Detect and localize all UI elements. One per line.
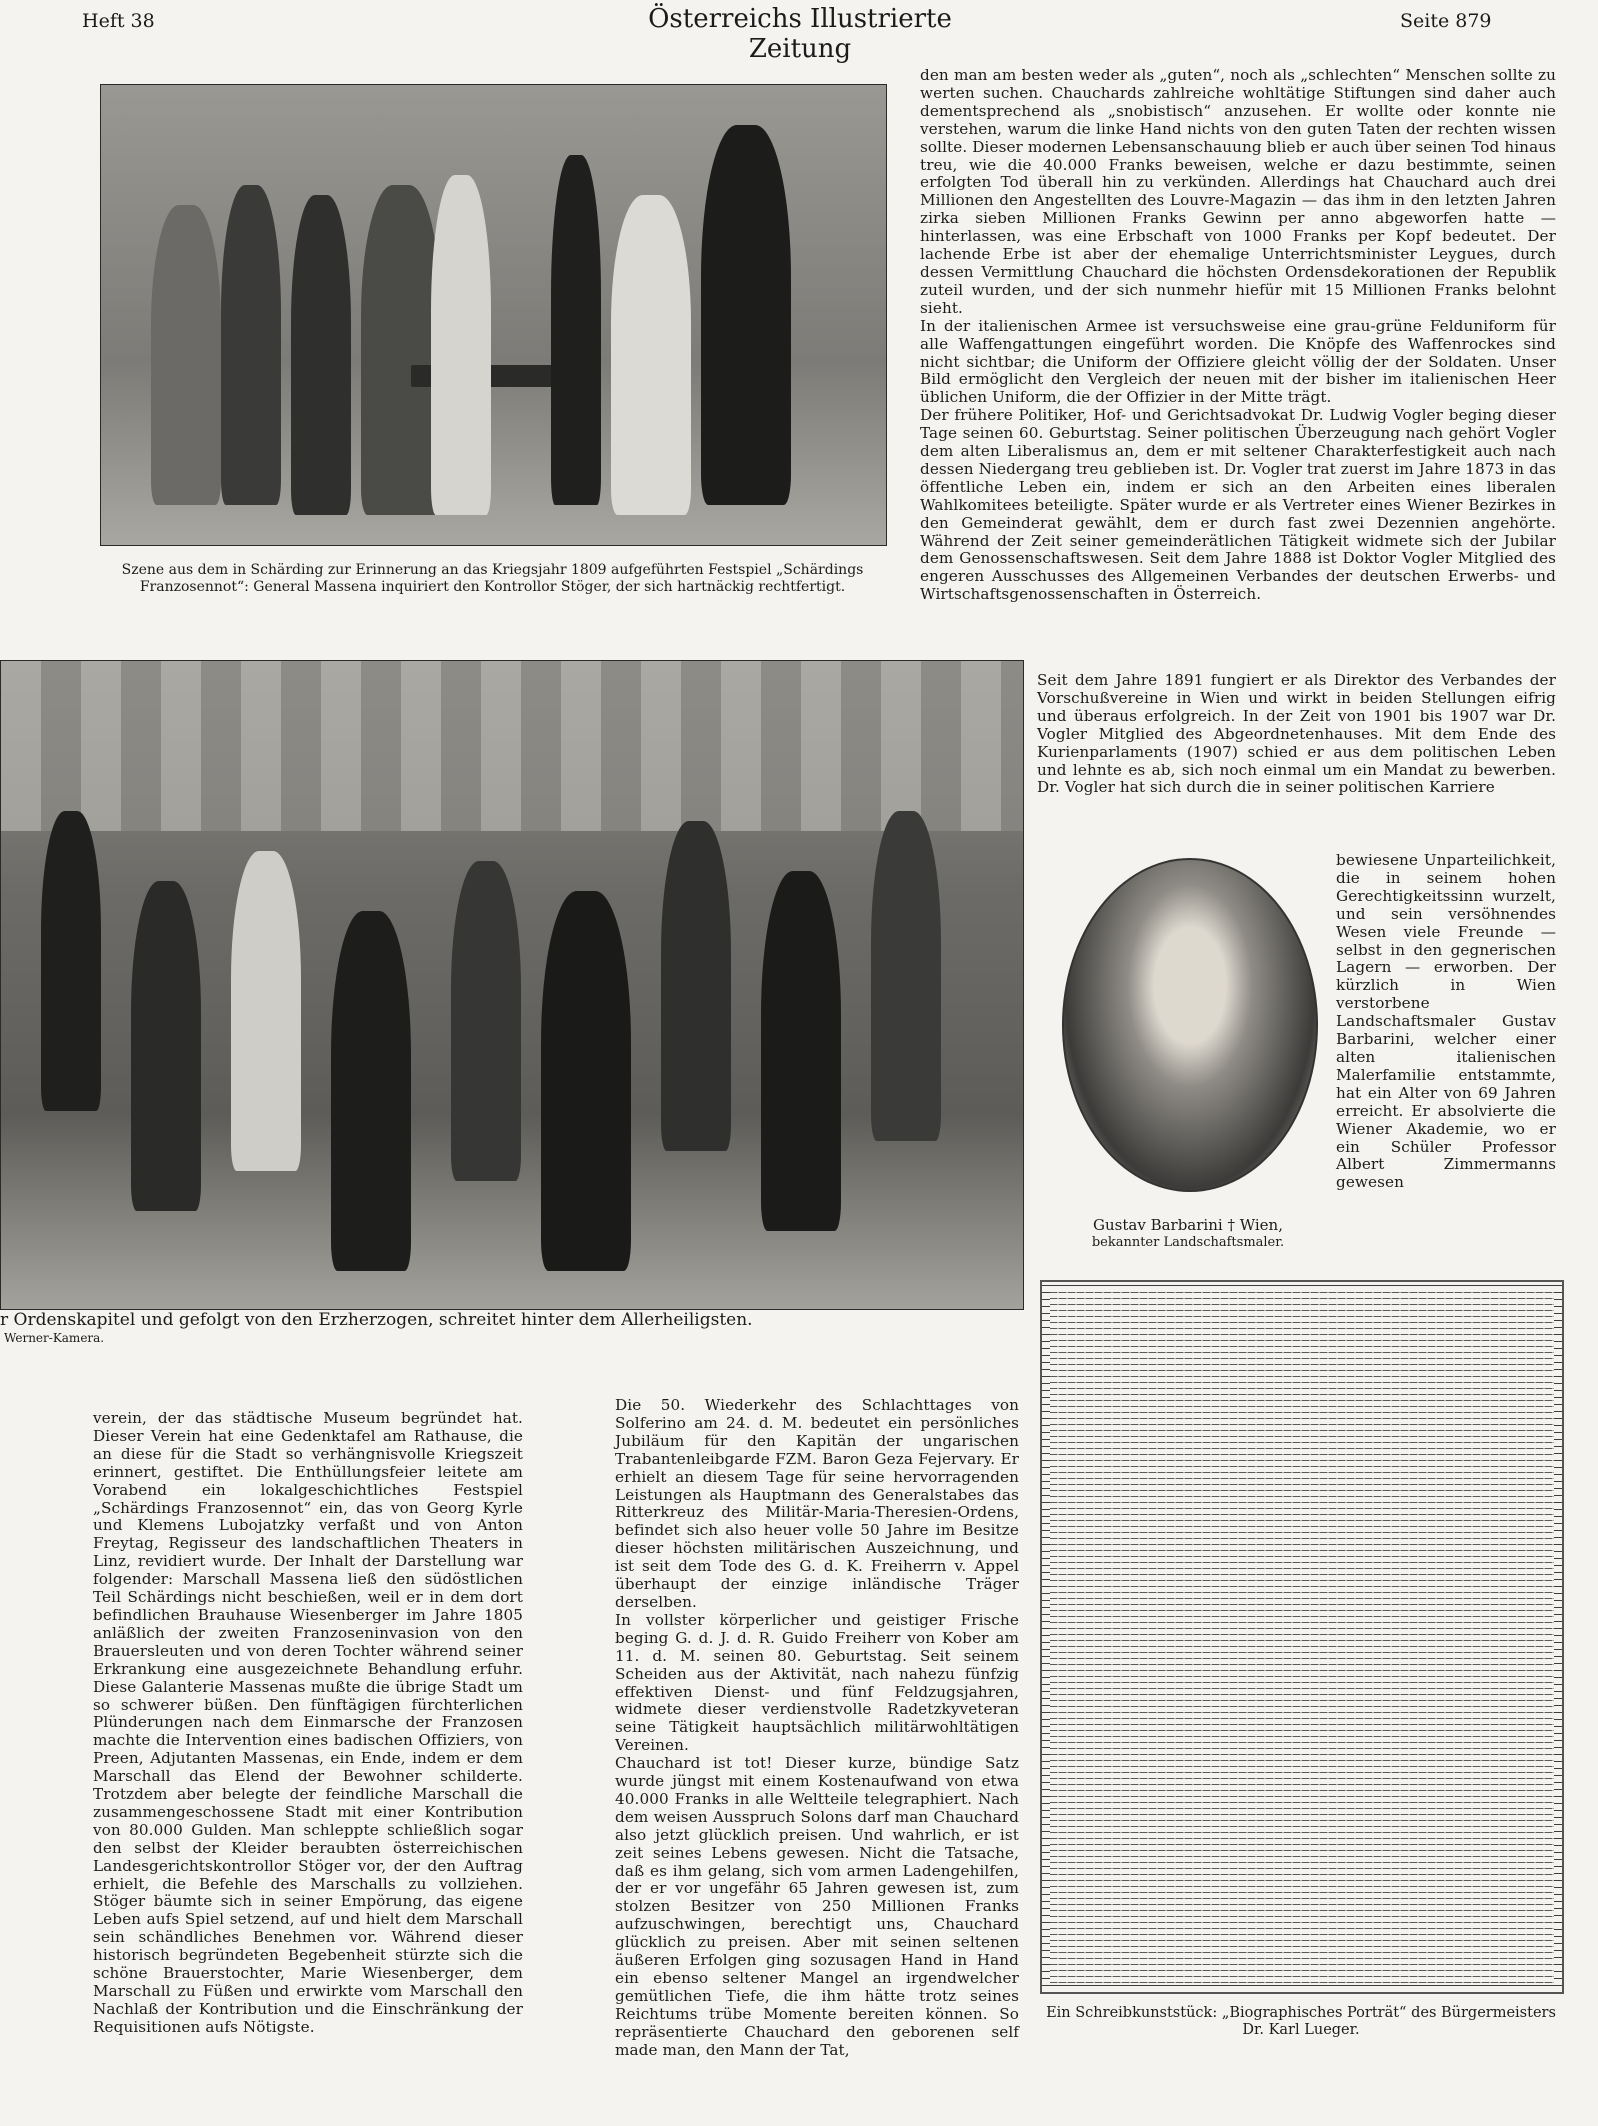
- barbarini-narrow-text: bewiesene Unparteilichkeit, die in seinem hohen Gerechtigkeitssinn wurzelt, und sein versöhnendes Wesen viele Freunde — selbst in den gegnerischen Lagern — erworben. Der kürzlich in Wien verstorbene Landschaftsmaler Gustav Barbarini, welcher einer alten italienischen Malerfamilie entstammte, hat ein Alter von 69 Jahren erreicht. Er absolvierte die Wiener Akademie, wo er ein Schüler Professor Albert Zimmermanns gewesen: [1336, 851, 1556, 1192]
- procession-photo-caption: r Ordenskapitel und gefolgt von den Erzherzogen, schreitet hinter dem Allerheiligsten.: [0, 1310, 753, 1330]
- vogler-narrow-text: Seit dem Jahre 1891 fungiert er als Direktor des Verbandes der Vorschußvereine in Wien und wirkt in beiden Stellungen eifrig und überaus erfolgreich. In der Zeit von 1901 bis 1907 war Dr. Vogler Mitglied des Abgeordnetenhauses. Mit dem Ende des Kurienparlaments (1907) schied er aus dem politischen Leben und lehnte es ab, sich noch einmal um ein Mandat zu bewerben. Dr. Vogler hat sich durch die in seiner politischen Karriere: [1037, 671, 1556, 797]
- barbarini-portrait: [1062, 858, 1318, 1192]
- photo-credit: Werner-Kamera.: [4, 1331, 105, 1345]
- italian-uniform-article: In der italienischen Armee ist versuchsweise eine grau-grüne Felduniform für alle Waffengattungen eingeführt worden. Die Knöpfe des Waffenrockes sind nicht sichtbar; die Uniform der Offiziere gleicht völlig der der Soldaten. Unser Bild ermöglicht den Vergleich der neuen mit der bisher im italienischen Heer üblichen Uniform, die der Offizier in der Mitte trägt.: [920, 316, 1556, 407]
- chauchard-article: Chauchard ist tot! Dieser kurze, bündige Satz wurde jüngst mit einem Kostenaufwand von etwa 40.000 Franks in alle Weltteile telegraphiert. Nach dem weisen Ausspruch Solons darf man Chauchard also jetzt glücklich preisen. Und wahrlich, er ist zeit seines Lebens gewesen. Nicht die Tatsache, daß es ihm gelang, sich vom armen Ladengehilfen, der er vor ungefähr 65 Jahren gewesen ist, zum stolzen Besitzer von 250 Millionen Franks aufzuschwingen, berechtigt uns, Chauchard glücklich zu preisen. Aber mit seinen seltenen äußeren Erfolgen ging sozusagen Hand in Hand ein ebenso seltener Mangel an irgendwelcher gemütlichen Tiefe, die ihm hätte trotz seines Reichtums trübe Momente bereiten können. So repräsentierte Chauchard den geborenen self made man, den Mann der Tat,: [615, 1754, 1019, 2059]
- vogler-article: Der frühere Politiker, Hof- und Gerichtsadvokat Dr. Ludwig Vogler beging dieser Tage seinen 60. Geburtstag. Seiner politischen Überzeugung nach gehört Vogler dem alten Liberalismus an, dem er mit seltener Charakterfestigkeit auch nach dessen Niedergang treu geblieben ist. Dr. Vogler trat zuerst im Jahre 1873 in das öffentliche Leben ein, indem er sich an den Arbeiten eines liberalen Wahlkomitees beteiligte. Später wurde er als Vertreter eines Wiener Bezirkes in den Gemeinderat gewählt, dem er durch fast zwei Dezennien angehörte. Während der Zeit seiner gemeinderätlichen Tätigkeit widmete sich der Jubilar dem Genossenschaftswesen. Seit dem Jahre 1888 ist Doktor Vogler Mitglied des engeren Ausschusses des Allgemeinen Verbandes der deutschen Erwerbs- und Wirtschaftsgenossenschaften in Österreich.: [920, 406, 1556, 604]
- page-section-label: Heft 38: [82, 10, 155, 32]
- kober-article: In vollster körperlicher und geistiger Frische beging G. d. J. d. R. Guido Freiherr von Kober am 11. d. M. seinen 80. Geburtstag. Seit seinem Scheiden aus der Aktivität, nach nahezu fünfzig effektiven Dienst- und fünf Feldzugsjahren, widmete dieser verdienstvolle Radetzkyveteran seine Tätigkeit hauptsächlich militärwohltätigen Vereinen.: [615, 1610, 1019, 1755]
- theater-scene-photo: [100, 84, 887, 546]
- calligraphy-caption: Ein Schreibkunststück: „Biographisches Porträt“ des Bürgermeisters Dr. Karl Lueger.: [1046, 2005, 1556, 2038]
- right-column-text: [920, 67, 1556, 604]
- schaerding-article-text: verein, der das städtische Museum begründet hat. Dieser Verein hat eine Gedenktafel am Rathause, die an diese für die Stadt so verhängnisvolle Kriegszeit erinnert, gestiftet. Die Enthüllungsfeier leitete am Vorabend ein lokalgeschichtliches Festspiel „Schärdings Franzosennot“ ein, das von Georg Kyrle und Klemens Lubojatzky verfaßt und von Anton Freytag, Regisseur des landschaftlichen Theaters in Linz, revidiert wurde. Der Inhalt der Darstellung war folgender: Marschall Massena ließ den südöstlichen Teil Schärdings nicht beschießen, weil er in dem dort befindlichen Brauhause Wiesenberger im Jahre 1805 anläßlich der zweiten Franzoseninvasion von den Brauersleuten und von deren Tochter während seiner Erkrankung eine ausgezeichnete Behandlung erfuhr. Diese Galanterie Massenas mußte die übrige Stadt um so schwerer büßen. Den fünftägigen fürchterlichen Plünderungen nach dem Einmarsche der Franzosen machte die Intervention eines badischen Offiziers, von Preen, Adjutanten Massenas, ein Ende, indem er dem Marschall das Elend der Bewohner schilderte. Trotzdem aber belegte der feindliche Marschall die zusammengeschossene Stadt mit einer Kontribution von 80.000 Gulden. Man schleppte schließlich sogar den selbst der Kleider beraubten österreichischen Landesgerichtskontrollor Stöger vor, der den Auftrag erhielt, die Befehle des Marschalls zu vollziehen. Stöger bäumte sich in seiner Empörung, das eigene Leben aufs Spiel setzend, auf und hielt dem Marschall sein schändliches Benehmen vor. Während dieser historisch begründeten Begebenheit stürzte sich die schöne Brauerstochter, Marie Wiesenberger, dem Marschall zu Füßen und erwirkte vom Marschall den Nachlaß der Kontribution und die Einschränkung der Requisitionen aufs Nötigste.: [93, 1409, 523, 2036]
- solferino-article: Die 50. Wiederkehr des Schlachttages von Solferino am 24. d. M. bedeutet ein persönliches Jubiläum für den Kapitän der ungarischen Trabantenleibgarde FZM. Baron Geza Fejervary. Er erhielt an diesem Tage für seine hervorragenden Leistungen als Hauptmann des Generalstabes das Ritterkreuz des Militär-Maria-Theresien-Ordens, befindet sich also heuer volle 50 Jahre im Besitze dieser höchsten militärischen Auszeichnung, und ist seit dem Tode des G. d. K. Freiherrn v. Appel überhaupt der einzige inländische Träger derselben.: [615, 1396, 1019, 1611]
- masthead-title: Österreichs Illustrierte Zeitung: [648, 4, 952, 64]
- procession-photo: [0, 660, 1024, 1310]
- calligraphy-portrait-artwork: [1040, 1280, 1564, 1994]
- middle-column-text: [615, 1397, 1019, 2060]
- portrait-caption-desc: bekannter Landschaftsmaler.: [1091, 1235, 1285, 1250]
- page-number: Seite 879: [1400, 10, 1492, 32]
- chauchard-continuation: den man am besten weder als „guten“, noch als „schlechten“ Menschen sollte zu werten suchen. Chauchards zahlreiche wohltätige Stiftungen sind daher auch dementsprechend als „snobistisch“ anzusehen. Er wollte oder konnte nie verstehen, warum die linke Hand nichts von den guten Taten der rechten wissen sollte. Dieser modernen Lebensanschauung blieb er auch über seinen Tod hinaus treu, wie die 40.000 Franks beweisen, welche er dazu bestimmte, seinen erfolgten Tod überall hin zu verkünden. Allerdings hat Chauchard auch drei Millionen den Angestellten des Louvre-Magazin — das ihm in den letzten Jahren zirka sieben Millionen Franks Gewinn per anno abgeworfen hatte — hinterlassen, was eine Erbschaft von 1000 Franks per Kopf bedeutet. Der lachende Erbe ist aber der ehemalige Unterrichtsminister Leygues, durch dessen Vermittlung Chauchard die höchsten Ordensdekorationen der Republik zuteil wurden, und der sich nunmehr hiefür mit 15 Millionen Franks belohnt sieht.: [920, 66, 1556, 317]
- portrait-caption-name: Gustav Barbarini † Wien,: [1093, 1216, 1283, 1234]
- theater-photo-caption: Szene aus dem in Schärding zur Erinnerung an das Kriegsjahr 1809 aufgeführten Festspiel „Schärdings Franzosennot“: General Massena inquiriert den Kontrollor Stöger, der sich hartnäckig rechtfertigt.: [121, 562, 864, 595]
